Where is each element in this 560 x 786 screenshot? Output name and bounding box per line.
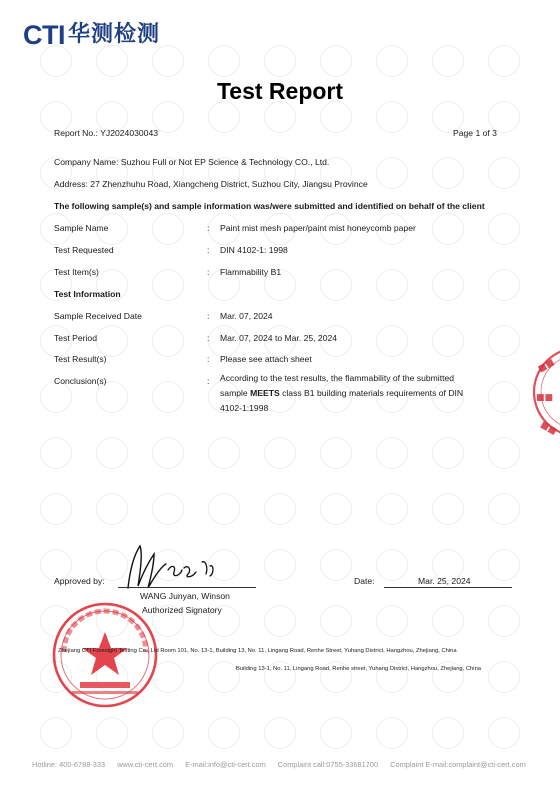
watermark-mark bbox=[376, 269, 408, 301]
row-value-test-requested: DIN 4102-1: 1998 bbox=[220, 245, 288, 255]
watermark-mark bbox=[488, 213, 520, 245]
watermark-mark bbox=[264, 493, 296, 525]
watermark-mark bbox=[320, 493, 352, 525]
watermark-mark bbox=[208, 717, 240, 749]
watermark-mark bbox=[264, 549, 296, 581]
watermark-mark bbox=[96, 325, 128, 357]
approver-role: Authorized Signatory bbox=[142, 605, 222, 615]
footer-complaint-email[interactable]: Complaint E-mail:complaint@cti-cert.com bbox=[390, 760, 526, 769]
footer-hotline: Hotline: 400-6788-333 bbox=[32, 760, 106, 769]
approved-by-label: Approved by: bbox=[54, 576, 105, 586]
test-info-heading: Test Information bbox=[54, 289, 121, 299]
approver-name: WANG Junyan, Winson bbox=[140, 591, 230, 601]
watermark-mark bbox=[488, 605, 520, 637]
row-value-received-date: Mar. 07, 2024 bbox=[220, 311, 273, 321]
svg-text:■■: ■■ bbox=[536, 393, 554, 403]
watermark-mark bbox=[264, 605, 296, 637]
watermark-mark bbox=[152, 269, 184, 301]
watermark-mark bbox=[96, 493, 128, 525]
watermark-mark bbox=[208, 437, 240, 469]
watermark-mark bbox=[376, 549, 408, 581]
row-value-test-results: Please see attach sheet bbox=[220, 354, 312, 364]
watermark-mark bbox=[320, 437, 352, 469]
watermark-mark bbox=[488, 717, 520, 749]
watermark-mark bbox=[432, 213, 464, 245]
footer-complaint-call: Complaint call:0755-33681700 bbox=[277, 760, 379, 769]
watermark-mark bbox=[96, 717, 128, 749]
watermark-mark bbox=[40, 717, 72, 749]
row-value-test-items: Flammability B1 bbox=[220, 267, 282, 277]
colon: : bbox=[207, 333, 210, 343]
right-seal-stamp bbox=[526, 342, 560, 442]
watermark-mark bbox=[376, 437, 408, 469]
colon: : bbox=[207, 223, 210, 233]
watermark-mark bbox=[488, 325, 520, 357]
watermark-mark bbox=[376, 493, 408, 525]
submission-statement: The following sample(s) and sample information was/were submitted and identified on behalf of the client bbox=[54, 201, 485, 211]
watermark-mark bbox=[152, 381, 184, 413]
conclusion-line-3: 4102-1:1998 bbox=[220, 403, 269, 413]
watermark-mark bbox=[320, 605, 352, 637]
logo-brand-text: CTI bbox=[23, 20, 65, 50]
watermark-mark bbox=[488, 549, 520, 581]
watermark-mark bbox=[264, 45, 296, 77]
watermark-mark bbox=[432, 437, 464, 469]
svg-text:■■: ■■ bbox=[536, 357, 557, 375]
watermark-mark bbox=[432, 269, 464, 301]
page-indicator: Page 1 of 3 bbox=[453, 128, 497, 138]
watermark-mark bbox=[488, 269, 520, 301]
watermark-mark bbox=[320, 717, 352, 749]
watermark-mark bbox=[320, 549, 352, 581]
watermark-mark bbox=[152, 493, 184, 525]
date-label: Date: bbox=[354, 576, 375, 586]
watermark-mark bbox=[432, 605, 464, 637]
watermark-mark bbox=[152, 325, 184, 357]
watermark-mark bbox=[96, 437, 128, 469]
watermark-mark bbox=[208, 101, 240, 133]
row-label-test-period: Test Period bbox=[54, 333, 97, 343]
watermark-mark bbox=[376, 157, 408, 189]
lab-address-line-2: Building 13-1, No. 11, Lingang Road, Renhe street, Yuhang District, Hangzhou, Zhejiang, China bbox=[236, 666, 482, 672]
watermark-mark bbox=[488, 157, 520, 189]
conclusion-line-2 bbox=[220, 388, 463, 398]
watermark-mark bbox=[376, 605, 408, 637]
watermark-mark bbox=[488, 381, 520, 413]
watermark-mark bbox=[376, 717, 408, 749]
page-title: Test Report bbox=[216, 78, 344, 104]
company-name: Company Name: Suzhou Full or Not EP Science & Technology CO., Ltd. bbox=[54, 157, 330, 167]
conclusion-line-1: According to the test results, the flammability of the submitted bbox=[220, 373, 455, 383]
watermark-mark bbox=[488, 493, 520, 525]
date-line bbox=[384, 587, 512, 588]
row-label-test-items: Test Item(s) bbox=[54, 267, 99, 277]
watermark-mark bbox=[488, 437, 520, 469]
footer-contacts bbox=[32, 760, 536, 769]
watermark-mark bbox=[152, 717, 184, 749]
footer-email[interactable]: E-mail:info@cti-cert.com bbox=[185, 760, 266, 769]
watermark-mark bbox=[320, 45, 352, 77]
watermark-mark bbox=[376, 45, 408, 77]
watermark-mark bbox=[376, 101, 408, 133]
watermark-mark bbox=[320, 101, 352, 133]
watermark-mark bbox=[432, 45, 464, 77]
row-value-test-period: Mar. 07, 2024 to Mar. 25, 2024 bbox=[220, 333, 338, 343]
colon: : bbox=[207, 267, 210, 277]
lab-address-line-1: Zhejiang CTI Foresight Testing Co., Ltd Room 101, No. 13-1, Building 13, No. 11, Lingang Road, Renhe Street, Yuhang District, Hangzhou, Zhejiang, China bbox=[58, 648, 457, 654]
conclusion-line-2-pre: sample bbox=[220, 388, 251, 398]
approval-signature-line bbox=[118, 587, 256, 588]
colon: : bbox=[207, 376, 210, 386]
company-seal-stamp bbox=[50, 600, 160, 710]
watermark-mark bbox=[152, 437, 184, 469]
svg-text:■■: ■■ bbox=[538, 419, 559, 438]
row-label-conclusion: Conclusion(s) bbox=[54, 376, 107, 386]
row-label-test-requested: Test Requested bbox=[54, 245, 114, 255]
watermark-mark bbox=[320, 269, 352, 301]
watermark-mark bbox=[488, 45, 520, 77]
colon: : bbox=[207, 311, 210, 321]
watermark-mark bbox=[40, 493, 72, 525]
watermark-mark bbox=[208, 493, 240, 525]
watermark-mark bbox=[40, 437, 72, 469]
watermark-mark bbox=[432, 717, 464, 749]
logo-brand-cn: 华测检测 bbox=[68, 22, 161, 47]
conclusion-meets: MEETS bbox=[250, 388, 280, 398]
colon: : bbox=[207, 245, 210, 255]
conclusion-line-2-post: class B1 building materials requirements of DIN bbox=[279, 388, 464, 398]
footer-website[interactable]: www.cti-cert.com bbox=[117, 760, 174, 769]
watermark-mark bbox=[264, 717, 296, 749]
watermark-mark bbox=[488, 661, 520, 693]
watermark-mark bbox=[432, 493, 464, 525]
logo-brand bbox=[23, 20, 65, 50]
date-value: Mar. 25, 2024 bbox=[418, 576, 471, 586]
watermark-mark bbox=[432, 325, 464, 357]
watermark-mark bbox=[152, 213, 184, 245]
row-label-received-date: Sample Received Date bbox=[54, 311, 142, 321]
row-label-test-results: Test Result(s) bbox=[54, 354, 107, 364]
row-label-sample-name: Sample Name bbox=[54, 223, 109, 233]
watermark-mark bbox=[208, 45, 240, 77]
company-address: Address: 27 Zhenzhuhu Road, Xiangcheng District, Suzhou City, Jiangsu Province bbox=[54, 179, 368, 189]
watermark-mark bbox=[264, 437, 296, 469]
colon: : bbox=[207, 354, 210, 364]
report-number: Report No.: YJ2024030043 bbox=[54, 128, 158, 138]
row-value-sample-name: Paint mist mesh paper/paint mist honeycomb paper bbox=[220, 223, 416, 233]
watermark-mark bbox=[264, 101, 296, 133]
watermark-mark bbox=[432, 157, 464, 189]
watermark-mark bbox=[376, 325, 408, 357]
cti-logo bbox=[23, 20, 160, 50]
